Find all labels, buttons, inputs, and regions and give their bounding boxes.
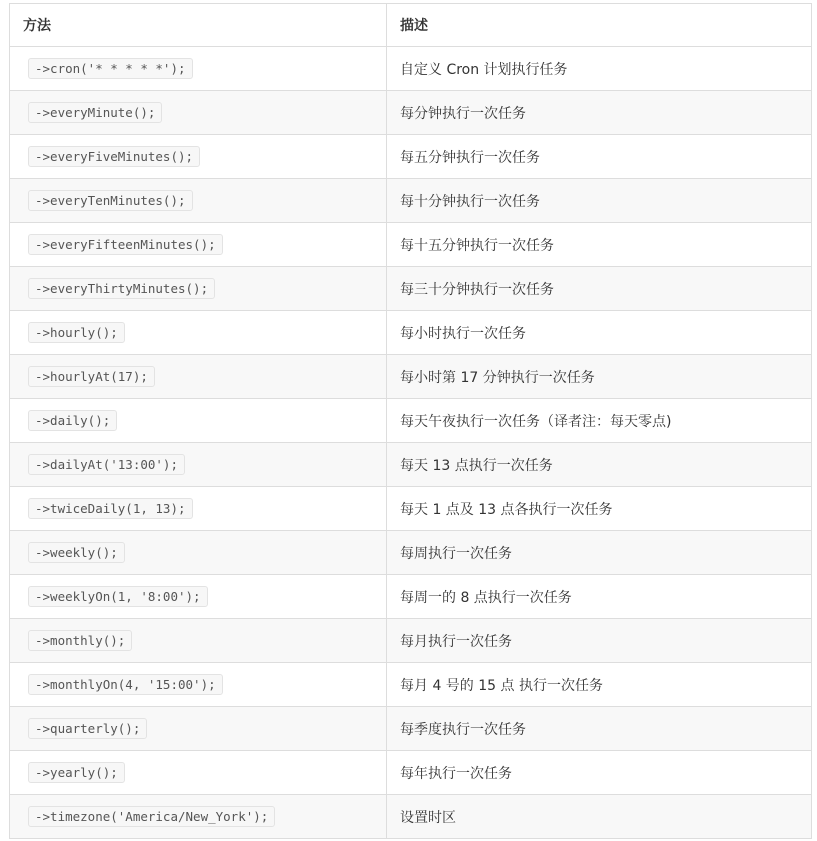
method-cell [10,47,387,91]
table-row [10,267,812,311]
description-cell: 每月 4 号的 15 点 执行一次任务 [387,663,812,707]
description-cell: 每三十分钟执行一次任务 [387,267,812,311]
method-cell [10,311,387,355]
method-code: ->yearly(); [28,762,125,783]
method-code: ->weeklyOn(1, '8:00'); [28,586,208,607]
method-cell [10,575,387,619]
table-row [10,399,812,443]
method-cell [10,795,387,839]
description-column-header: 描述 [387,4,812,47]
method-cell [10,223,387,267]
schedule-frequency-table [9,3,812,839]
table-row [10,223,812,267]
description-cell: 每小时执行一次任务 [387,311,812,355]
table-row [10,91,812,135]
method-code: ->everyThirtyMinutes(); [28,278,215,299]
method-code: ->everyMinute(); [28,102,162,123]
description-cell: 每小时第 17 分钟执行一次任务 [387,355,812,399]
method-code: ->monthly(); [28,630,132,651]
description-cell: 每天 1 点及 13 点各执行一次任务 [387,487,812,531]
method-code: ->monthlyOn(4, '15:00'); [28,674,223,695]
method-cell [10,751,387,795]
description-cell: 自定义 Cron 计划执行任务 [387,47,812,91]
description-cell: 每五分钟执行一次任务 [387,135,812,179]
method-cell [10,619,387,663]
method-cell [10,663,387,707]
method-code: ->hourly(); [28,322,125,343]
description-cell: 每年执行一次任务 [387,751,812,795]
method-code: ->cron('* * * * *'); [28,58,193,79]
description-cell: 每十分钟执行一次任务 [387,179,812,223]
method-cell [10,707,387,751]
description-cell: 每周执行一次任务 [387,531,812,575]
method-code: ->weekly(); [28,542,125,563]
method-code: ->dailyAt('13:00'); [28,454,185,475]
schedule-frequency-table-container [9,3,811,839]
table-row [10,311,812,355]
method-code: ->twiceDaily(1, 13); [28,498,193,519]
table-row [10,795,812,839]
table-row [10,355,812,399]
description-cell: 每十五分钟执行一次任务 [387,223,812,267]
table-row [10,531,812,575]
description-cell: 每月执行一次任务 [387,619,812,663]
table-row [10,443,812,487]
method-cell [10,135,387,179]
method-cell [10,399,387,443]
method-column-header: 方法 [10,4,387,47]
method-code: ->daily(); [28,410,117,431]
header-row [10,4,812,47]
method-cell [10,267,387,311]
method-cell [10,91,387,135]
table-header [10,4,812,47]
method-code: ->hourlyAt(17); [28,366,155,387]
description-cell: 每季度执行一次任务 [387,707,812,751]
method-code: ->everyFiveMinutes(); [28,146,200,167]
table-body [10,47,812,839]
description-cell: 设置时区 [387,795,812,839]
table-row [10,707,812,751]
description-cell: 每天午夜执行一次任务（译者注：每天零点) [387,399,812,443]
table-row [10,135,812,179]
method-code: ->quarterly(); [28,718,147,739]
table-row [10,47,812,91]
method-cell [10,355,387,399]
method-code: ->everyTenMinutes(); [28,190,193,211]
table-row [10,751,812,795]
method-cell [10,531,387,575]
method-cell [10,443,387,487]
method-cell [10,179,387,223]
table-row [10,487,812,531]
method-code: ->timezone('America/New_York'); [28,806,275,827]
table-row [10,575,812,619]
method-cell [10,487,387,531]
description-cell: 每周一的 8 点执行一次任务 [387,575,812,619]
table-row [10,619,812,663]
description-cell: 每分钟执行一次任务 [387,91,812,135]
description-cell: 每天 13 点执行一次任务 [387,443,812,487]
table-row [10,179,812,223]
method-code: ->everyFifteenMinutes(); [28,234,223,255]
table-row [10,663,812,707]
